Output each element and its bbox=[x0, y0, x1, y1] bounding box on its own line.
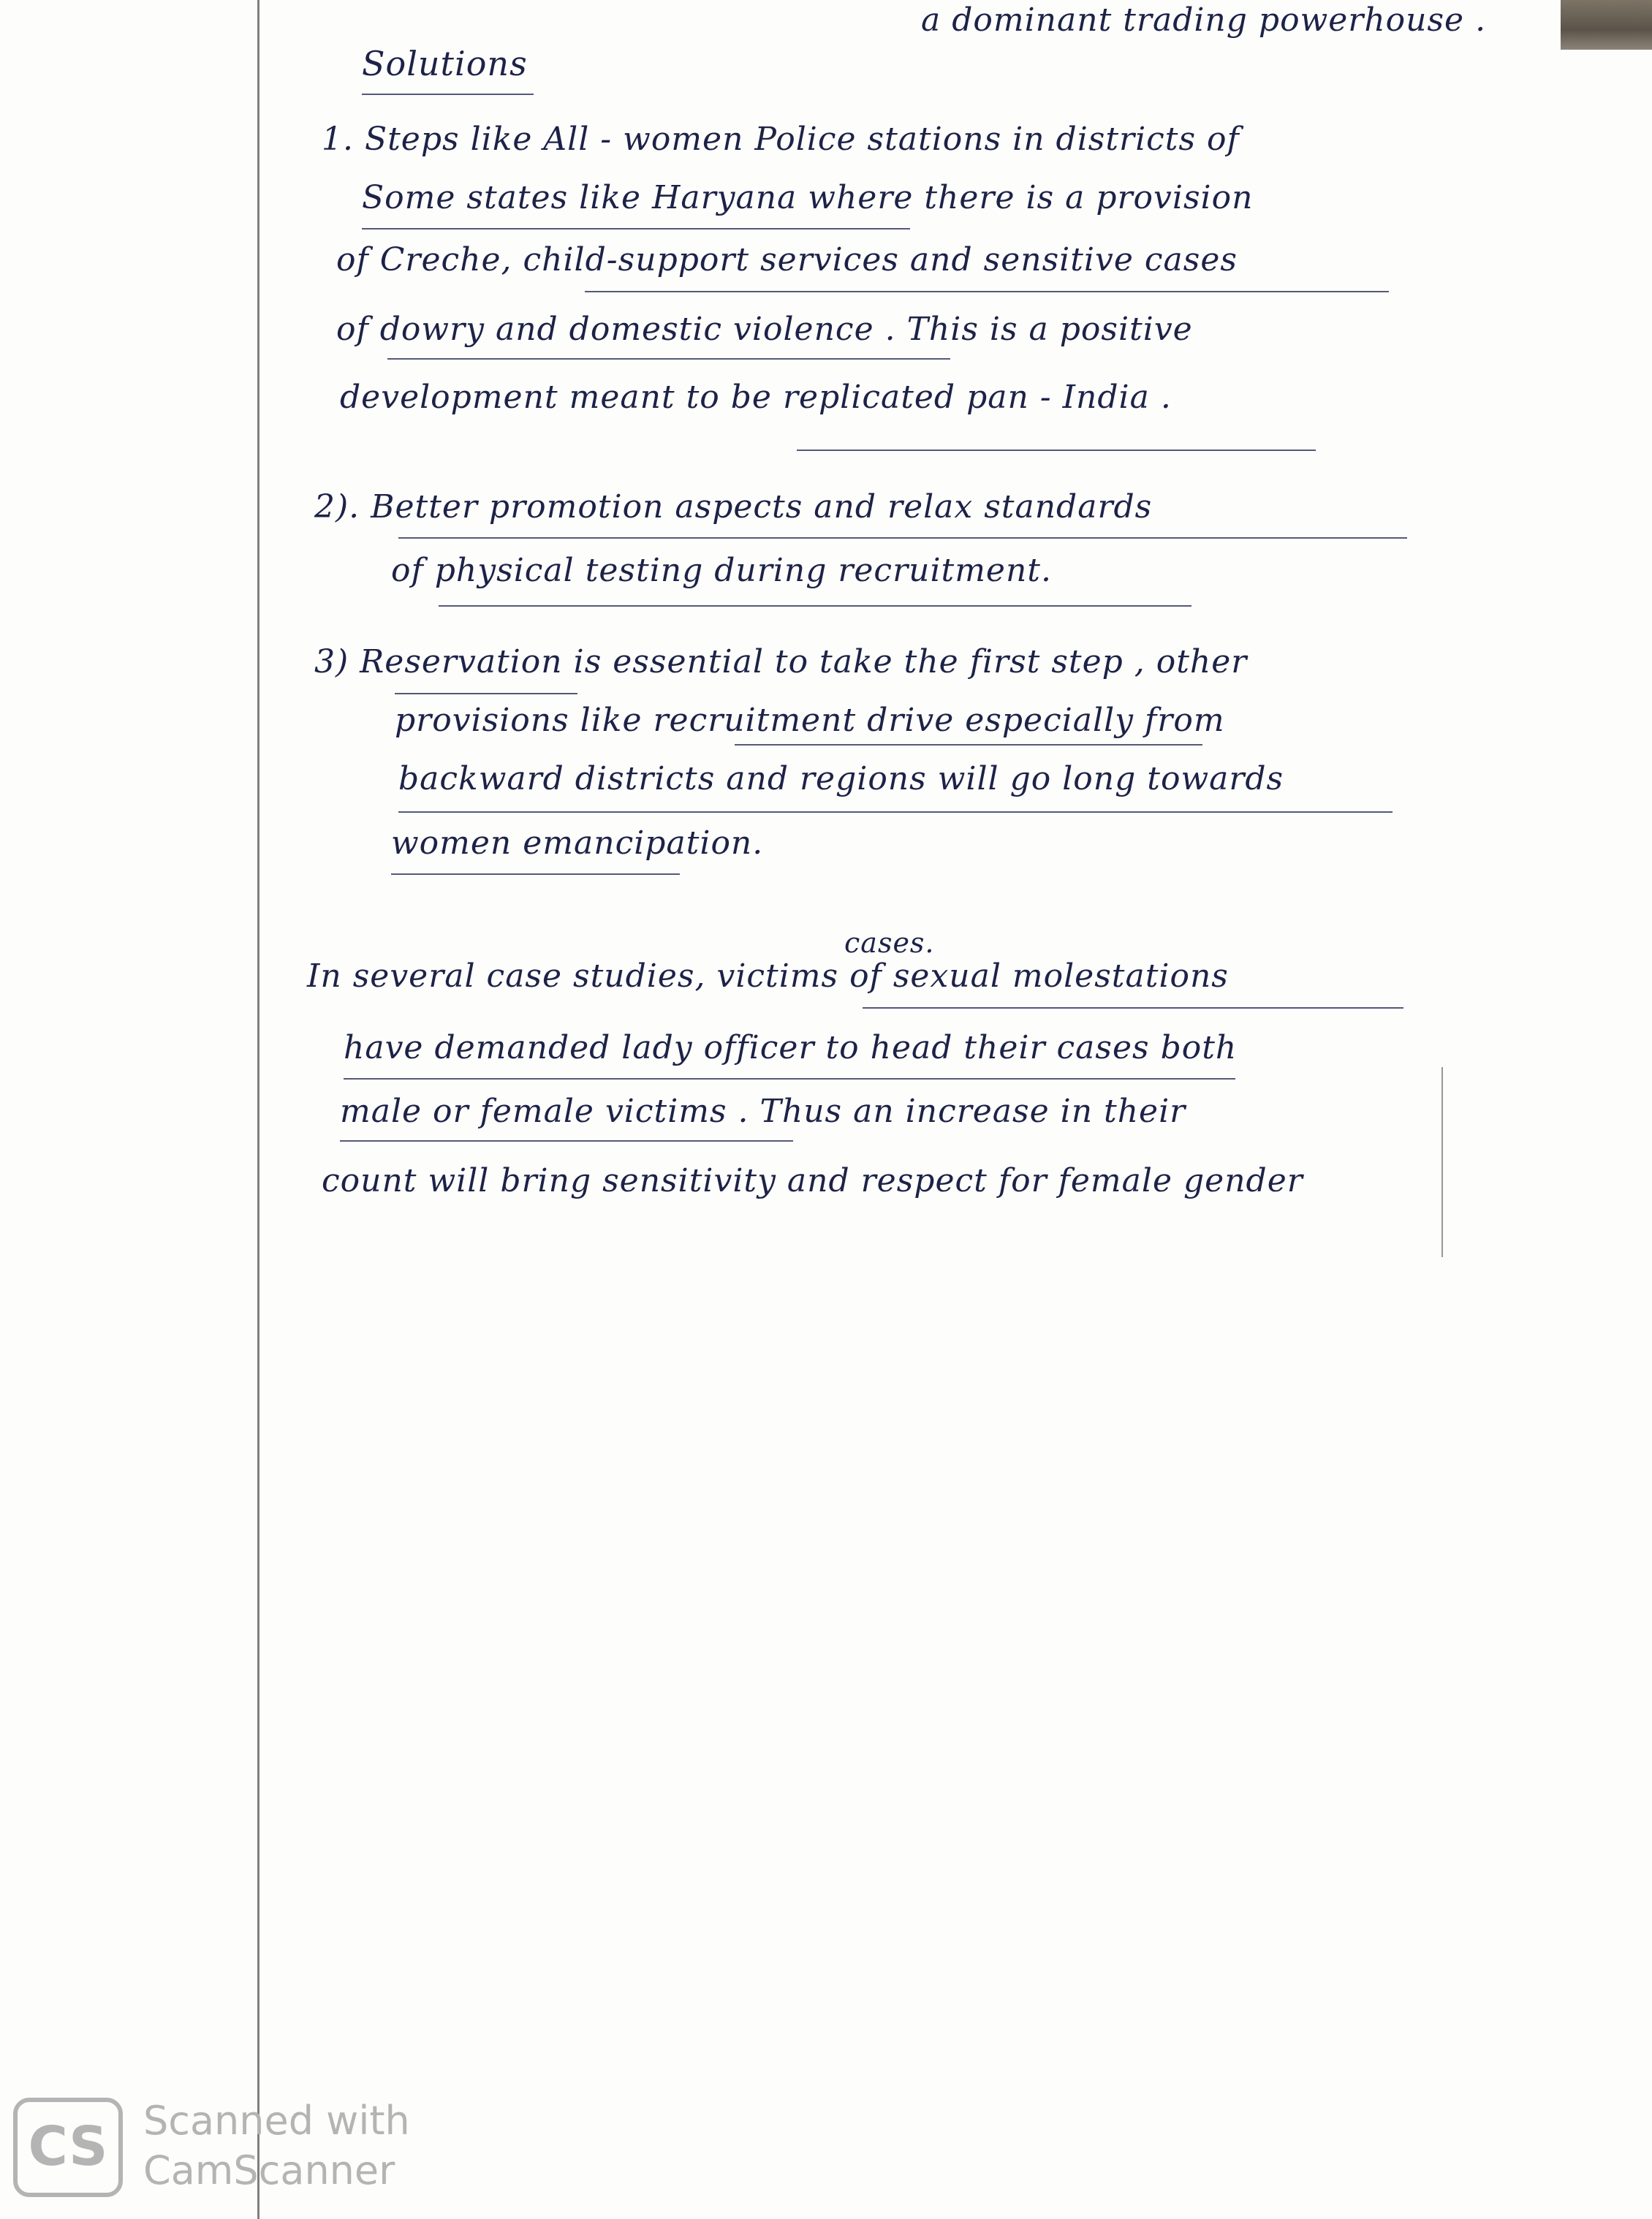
underline bbox=[387, 358, 950, 360]
point3-line4: women emancipation. bbox=[391, 824, 764, 862]
underline bbox=[398, 537, 1407, 539]
camscanner-watermark bbox=[13, 2082, 437, 2206]
heading: Solutions bbox=[362, 44, 528, 83]
conclusion-line1: In several case studies, victims of sexual molestations bbox=[307, 957, 1229, 995]
point1-line1: 1. Steps like All - women Police stations in districts of bbox=[322, 121, 1240, 158]
top-line: a dominant trading powerhouse . bbox=[921, 1, 1487, 39]
conclusion-line4: count will bring sensitivity and respect for female gender bbox=[322, 1162, 1303, 1199]
point2-line1: 2). Better promotion aspects and relax standards bbox=[314, 488, 1153, 526]
background-edge bbox=[1561, 0, 1652, 50]
underline bbox=[395, 693, 577, 694]
margin-line bbox=[257, 0, 259, 2219]
watermark-text bbox=[143, 2096, 410, 2196]
point1-line5: development meant to be replicated pan - India . bbox=[340, 379, 1172, 416]
watermark-line2: CamScanner bbox=[143, 2147, 395, 2193]
conclusion-line2: have demanded lady officer to head their cases both bbox=[344, 1029, 1238, 1066]
underline bbox=[439, 605, 1191, 607]
camscanner-logo: CS bbox=[13, 2098, 123, 2197]
underline bbox=[585, 291, 1389, 292]
point1-line4: of dowry and domestic violence . This is a positive bbox=[336, 311, 1193, 348]
underline bbox=[398, 811, 1393, 813]
correction-word: cases. bbox=[844, 927, 935, 959]
conclusion-line3: male or female victims . Thus an increase in their bbox=[340, 1093, 1186, 1130]
point3-line1: 3) Reservation is essential to take the first step , other bbox=[314, 643, 1248, 680]
underline bbox=[735, 744, 1202, 746]
underline bbox=[344, 1078, 1235, 1080]
point1-line2: Some states like Haryana where there is a provision bbox=[362, 179, 1254, 216]
point3-line2: provisions like recruitment drive especially from bbox=[395, 702, 1225, 739]
underline bbox=[391, 873, 680, 875]
watermark-line1: Scanned with bbox=[143, 2098, 410, 2144]
point1-line3: of Creche, child-support services and sensitive cases bbox=[336, 241, 1238, 278]
underline bbox=[863, 1007, 1403, 1009]
heading-underline bbox=[362, 94, 534, 95]
underline bbox=[797, 450, 1316, 451]
underline bbox=[362, 228, 910, 230]
right-margin-line bbox=[1441, 1067, 1443, 1257]
point3-line3: backward districts and regions will go long towards bbox=[398, 760, 1284, 797]
underline bbox=[340, 1140, 793, 1142]
point2-line2: of physical testing during recruitment. bbox=[391, 552, 1052, 589]
